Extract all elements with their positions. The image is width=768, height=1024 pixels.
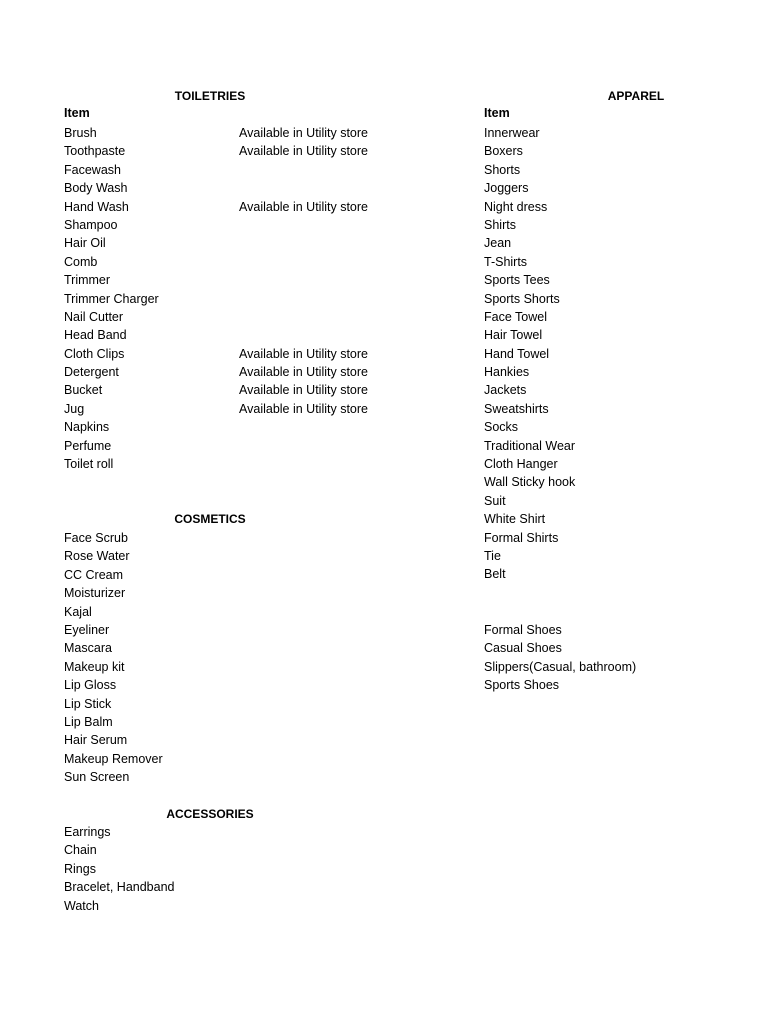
availability-note [239,455,368,473]
apparel-heading: APPAREL [607,89,665,103]
availability-note: Available in Utility store [239,346,368,361]
availability-note [239,161,368,179]
list-item: Hair Towel [484,328,543,343]
list-item: Moisturizer [64,586,126,601]
list-item: Makeup kit [64,659,125,674]
list-item: Cloth Hanger [484,457,558,472]
list-item: Lip Gloss [64,678,117,693]
toiletries-heading: TOILETRIES [174,89,246,103]
list-item: Mascara [64,641,112,656]
availability-note [239,290,368,308]
list-item: Head Band [64,328,127,343]
list-item: Makeup Remover [64,751,163,766]
availability-note [239,179,368,197]
list-item: Shirts [484,217,516,232]
accessories-heading: ACCESSORIES [166,807,254,821]
list-item: Sports Shorts [484,291,560,306]
list-item: Toilet roll [64,457,114,472]
list-item: Detergent [64,365,119,380]
availability-note: Available in Utility store [239,365,368,380]
apparel-item-list [484,124,575,584]
list-item: Shorts [484,162,521,177]
list-item: Hair Oil [64,236,106,251]
list-item: CC Cream [64,567,124,582]
availability-note [239,271,368,289]
list-item: Comb [64,254,98,269]
toiletries-note-list [239,124,368,473]
list-item: Face Scrub [64,531,128,545]
list-item: Sun Screen [64,770,130,785]
list-item: Jug [64,401,85,416]
list-item: Bucket [64,383,103,398]
list-item: T-Shirts [484,254,528,269]
toiletries-item-list [64,124,159,473]
list-item: Jackets [484,383,527,398]
list-item: Suit [484,493,506,508]
list-item: Jean [484,236,512,251]
list-item: Trimmer Charger [64,291,159,306]
list-item: Sports Shoes [484,678,560,693]
footwear-item-list [484,621,636,695]
list-item: Traditional Wear [484,438,576,453]
accessories-item-list [64,823,175,915]
list-item: Sports Tees [484,273,550,288]
list-item: Lip Balm [64,714,113,729]
availability-note: Available in Utility store [239,144,368,159]
list-item: Rings [64,861,96,876]
list-item: Toothpaste [64,144,126,159]
list-item: Bracelet, Handband [64,880,175,895]
list-item: Slippers(Casual, bathroom) [484,659,637,674]
list-item: Earrings [64,825,111,839]
list-item: Perfume [64,438,112,453]
list-item: Joggers [484,181,529,196]
list-item: Tie [484,548,501,563]
list-item: Casual Shoes [484,641,562,656]
list-item: Face Towel [484,309,547,324]
availability-note [239,437,368,455]
list-item: Hand Wash [64,199,129,214]
list-item: Boxers [484,144,523,159]
availability-note: Available in Utility store [239,126,368,140]
availability-note [239,234,368,252]
list-item: Wall Sticky hook [484,475,576,490]
availability-note: Available in Utility store [239,199,368,214]
toiletries-item-header: Item [64,106,90,120]
list-item: Rose Water [64,549,130,564]
apparel-item-header: Item [484,106,510,120]
list-item: Brush [64,126,97,140]
list-item: Facewash [64,162,121,177]
list-item: Hankies [484,365,530,380]
list-item: Nail Cutter [64,309,124,324]
list-item: Formal Shirts [484,530,559,545]
cosmetics-heading: COSMETICS [174,512,246,526]
availability-note [239,326,368,344]
list-item: White Shirt [484,512,546,527]
list-item: Body Wash [64,181,128,196]
list-item: Lip Stick [64,696,112,711]
list-item: Belt [484,567,506,582]
list-item: Innerwear [484,126,540,140]
availability-note: Available in Utility store [239,383,368,398]
list-item: Hand Towel [484,346,550,361]
list-item: Kajal [64,604,92,619]
list-item: Hair Serum [64,733,128,748]
list-item: Shampoo [64,217,118,232]
availability-note [239,308,368,326]
list-item: Trimmer [64,273,111,288]
availability-note [239,216,368,234]
list-item: Napkins [64,420,110,435]
list-item: Formal Shoes [484,623,562,637]
availability-note [239,253,368,271]
availability-note: Available in Utility store [239,401,368,416]
list-item: Chain [64,843,97,858]
list-item: Eyeliner [64,622,110,637]
list-item: Night dress [484,199,548,214]
list-item: Sweatshirts [484,401,549,416]
list-item: Socks [484,420,519,435]
list-item: Watch [64,898,99,913]
availability-note [239,418,368,436]
cosmetics-item-list [64,529,163,786]
list-item: Cloth Clips [64,346,125,361]
